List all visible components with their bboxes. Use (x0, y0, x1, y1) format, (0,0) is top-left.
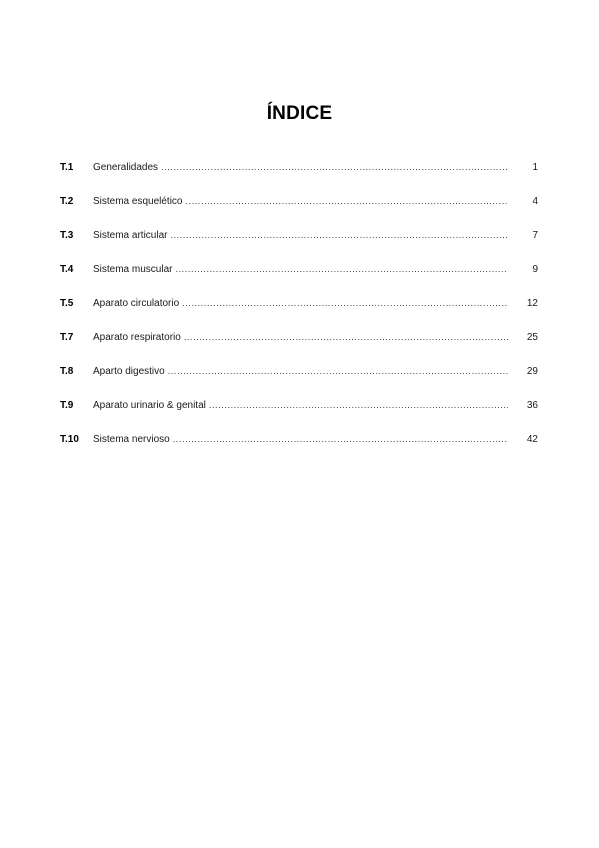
toc-entry (60, 229, 538, 263)
toc-entry-title: Sistema articular (93, 230, 168, 241)
toc-entry-title: Sistema muscular (93, 264, 173, 275)
toc-entry (60, 365, 538, 399)
toc-entry-title: Sistema nervioso (93, 434, 170, 445)
toc-entry (60, 297, 538, 331)
page-title: ÍNDICE (266, 102, 333, 124)
toc-entry-title: Generalidades (93, 162, 159, 173)
toc-entry-page: 9 (532, 264, 538, 275)
toc-entry-page: 7 (532, 230, 538, 241)
toc-entry-title: Aparato respiratorio (93, 332, 181, 343)
toc-dot-leader (173, 433, 508, 445)
toc-entry-code: T.3 (60, 230, 74, 241)
toc-entry-code: T.8 (60, 366, 74, 377)
toc-entry (60, 399, 538, 433)
toc-entry-page: 4 (532, 196, 538, 207)
toc-entry (60, 433, 538, 467)
toc-entry (60, 263, 538, 297)
toc-entry (60, 161, 538, 195)
toc-entry-title: Aparato circulatorio (93, 298, 180, 309)
toc-dot-leader (161, 161, 508, 173)
toc-entry (60, 195, 538, 229)
toc-entry-title: Aparato urinario & genital (93, 400, 206, 411)
toc-entry-page: 42 (526, 434, 538, 445)
table-of-contents (60, 161, 538, 467)
toc-entry-page: 36 (526, 400, 538, 411)
toc-dot-leader (168, 365, 508, 377)
toc-entry-title: Sistema esquelético (93, 196, 183, 207)
toc-dot-leader (209, 399, 508, 411)
toc-entry-page: 29 (526, 366, 538, 377)
toc-entry-code: T.10 (60, 434, 79, 445)
toc-entry (60, 331, 538, 365)
toc-dot-leader (170, 229, 508, 241)
toc-entry-code: T.1 (60, 162, 74, 173)
toc-entry-code: T.5 (60, 298, 74, 309)
toc-dot-leader (186, 195, 509, 207)
toc-entry-page: 1 (532, 162, 538, 173)
toc-dot-leader (175, 263, 508, 275)
toc-dot-leader (182, 297, 508, 309)
toc-entry-code: T.4 (60, 264, 74, 275)
toc-entry-code: T.7 (60, 332, 74, 343)
toc-entry-page: 25 (526, 332, 538, 343)
toc-entry-page: 12 (526, 298, 538, 309)
toc-entry-title: Aparto digestivo (93, 366, 165, 377)
toc-dot-leader (184, 331, 508, 343)
toc-entry-code: T.9 (60, 400, 74, 411)
toc-entry-code: T.2 (60, 196, 74, 207)
